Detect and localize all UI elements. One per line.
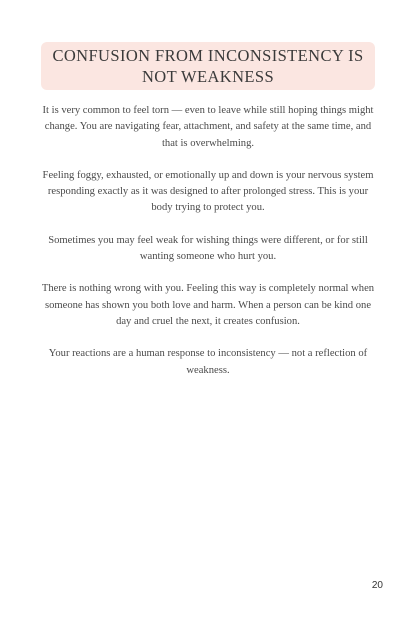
page-title: CONFUSION FROM INCONSISTENCY IS NOT WEAKNESS (52, 46, 364, 86)
paragraph-4: There is nothing wrong with you. Feeling this way is completely normal when someone has shown you both love and harm. When a person can be kind one day and cruel the next, it creates confusion. (41, 283, 375, 327)
paragraph-5: Your reactions are a human response to inconsistency — not a reflection of weakness. (48, 348, 368, 376)
paragraph-1: It is very common to feel torn — even to leave while still hoping things might change. You are navigating fear, attachment, and safety at the same time, and that is overwhelming. (42, 105, 374, 149)
page-number: 20 (371, 580, 383, 591)
title-banner (41, 42, 375, 90)
paragraph-3: Sometimes you may feel weak for wishing things were different, or for still wanting someone who hurt you. (48, 234, 368, 263)
body-text (40, 103, 376, 395)
paragraph-2: Feeling foggy, exhausted, or emotionally up and down is your nervous system responding exactly as it was designed to after prolonged stress. This is your body trying to protect you. (42, 169, 374, 214)
